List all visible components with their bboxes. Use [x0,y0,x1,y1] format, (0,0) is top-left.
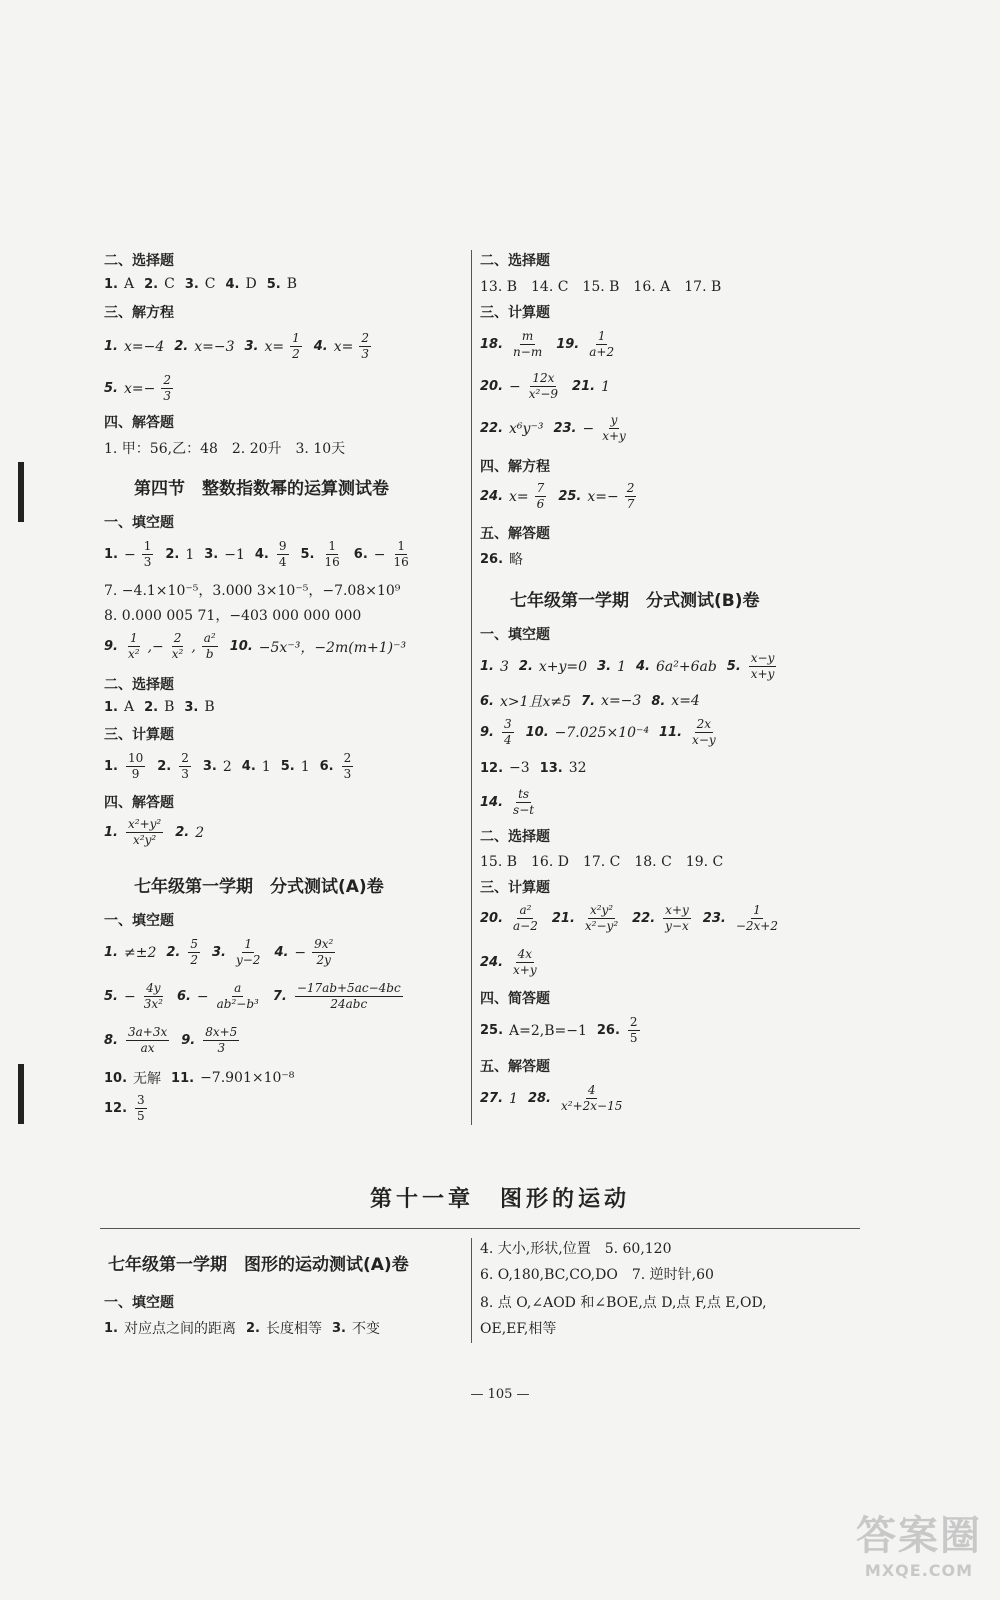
section-heading: 二、选择题 [104,677,174,693]
answer-line: 13. B 14. C 15. B 16. A 17. B [480,279,722,295]
section-heading: 三、计算题 [480,880,550,896]
answer-line: 1. $\frac{\text{x²+y²}}{\text{x²y²}}$ 2. 2 [104,817,205,847]
answer-line: 20. $\frac{\text{a²}}{a-2}$ 21. $\frac{\text{x²y²}}{\text{x²−y²}}$ 22. $\frac{x+y}{y-x}$ 23. $\frac{1}{-2x+2}$ [480,903,778,933]
answer-line: 9. $\frac{3}{4}$ 10. −7.025×10⁻⁴ 11. $\frac{2x}{x-y}$ [480,717,716,747]
column-divider-bottom [471,1238,472,1343]
answer-line: 10. 无解 11. −7.901×10⁻⁸ [104,1070,295,1087]
section-heading: 三、解方程 [104,305,174,321]
margin-mark-bottom [18,1064,24,1124]
answer-line: 20. − $\frac{12x}{\text{x²−9}}$ 21. 1 [480,371,610,401]
answer-line: 1. − $\frac{1}{3}$ 2. 1 3. −1 4. $\frac{9}{4}$ 5. $\frac{1}{16}$ 6. − $\frac{1}{16}$ [104,539,409,569]
answer-line: 1. A 2. B 3. B [104,699,215,715]
test-title: 七年级第一学期 分式测试(B)卷 [510,591,760,611]
section-heading: 二、选择题 [480,829,550,845]
page-number: — 105 — [470,1387,530,1402]
answer-line: 8. 点 O,∠AOD 和∠BOE,点 D,点 F,点 E,OD, [480,1295,767,1311]
column-divider-top [471,250,472,1125]
answer-line: 1. 对应点之间的距离 2. 长度相等 3. 不变 [104,1320,380,1337]
section-heading: 四、简答题 [480,991,550,1007]
answer-line: 1. A 2. C 3. C 4. D 5. B [104,276,298,292]
section-heading: 五、解答题 [480,526,550,542]
section-heading: 二、选择题 [104,253,174,269]
answer-line: 9. $\frac{1}{\text{x²}}$ ,− $\frac{2}{\text{x²}}$ , $\frac{\text{a²}}{b}$ 10. −5x⁻³，−2m(m+1)⁻³ [104,631,407,661]
answer-line: 5. − $\frac{4y}{\text{3x²}}$ 6. − $\frac{a}{\text{ab²−b³}}$ 7. $\frac{-17ab+5ac-4bc}{\text{24abc}}$ [104,981,401,1011]
answer-line: 27. 1 28. $\frac{4}{\text{x²+2x−15}}$ [480,1083,623,1113]
section-heading: 二、选择题 [480,253,550,269]
section-heading: 五、解答题 [480,1059,550,1075]
section-heading: 四、解方程 [480,459,550,475]
section-heading: 一、填空题 [480,627,550,643]
answer-line: 6. x>1且x≠5 7. x=−3 8. x=4 [480,693,700,710]
answer-line: 26. 略 [480,551,524,568]
answer-line: 1. ≠±2 2. $\frac{5}{2}$ 3. $\frac{1}{y-2}$ 4. − $\frac{\text{9x²}}{2y}$ [104,937,334,967]
test-title: 七年级第一学期 图形的运动测试(A)卷 [108,1255,409,1275]
answer-line: 25. A=2,B=−1 26. $\frac{2}{5}$ [480,1015,638,1045]
section-heading: 一、填空题 [104,515,174,531]
answer-line: 7. −4.1×10⁻⁵，3.000 3×10⁻⁵，−7.08×10⁹ [104,583,401,599]
answer-line: 18. $\frac{m}{n-m}$ 19. $\frac{1}{a+2}$ [480,329,615,359]
answer-line: 15. B 16. D 17. C 18. C 19. C [480,854,724,870]
answer-line: 1. $\frac{10}{9}$ 2. $\frac{2}{3}$ 3. 2 4. 1 5. 1 6. $\frac{2}{3}$ [104,751,352,781]
answer-line: 24. $\frac{4x}{x+y}$ [480,947,537,977]
answer-line: OE,EF,相等 [480,1321,557,1337]
answer-line: 12. −3 13. 32 [480,760,587,776]
test-title: 第四节 整数指数幂的运算测试卷 [134,479,389,499]
answer-line: 4. 大小,形状,位置 5. 60,120 [480,1241,672,1257]
section-heading: 三、计算题 [480,305,550,321]
answer-line: 1. x=−4 2. x=−3 3. x= $\frac{1}{2}$ 4. x= $\frac{2}{3}$ [104,331,370,361]
answer-line: 12. $\frac{3}{5}$ [104,1093,145,1123]
watermark-logo: 答案圈 MXQE.COM [856,1513,982,1580]
chapter-title: 第十一章 图形的运动 [369,1187,630,1212]
answer-line: 22. x⁶y⁻³ 23. − $\frac{y}{x+y}$ [480,413,626,443]
section-heading: 四、解答题 [104,795,174,811]
answer-line: 5. x=− $\frac{2}{3}$ [104,373,171,403]
chapter-rule [100,1228,860,1229]
answer-line: 1. 甲：56,乙：48 2. 20升 3. 10天 [104,441,346,457]
section-heading: 四、解答题 [104,415,174,431]
test-title: 七年级第一学期 分式测试(A)卷 [134,877,384,897]
answer-line: 1. 3 2. x+y=0 3. 1 4. 6a²+6ab 5. $\frac{x-y}{x+y}$ [480,651,775,681]
answer-line: 8. 0.000 005 71，−403 000 000 000 [104,608,362,624]
answer-line: 14. $\frac{ts}{s-t}$ [480,787,535,817]
answer-line: 6. O,180,BC,CO,DO 7. 逆时针,60 [480,1267,714,1283]
answer-line: 8. $\frac{3a+3x}{ax}$ 9. $\frac{8x+5}{3}$ [104,1025,238,1055]
margin-mark-top [18,462,24,522]
section-heading: 一、填空题 [104,913,174,929]
section-heading: 一、填空题 [104,1295,174,1311]
answer-line: 24. x= $\frac{7}{6}$ 25. x=− $\frac{2}{7}$ [480,481,635,511]
section-heading: 三、计算题 [104,727,174,743]
